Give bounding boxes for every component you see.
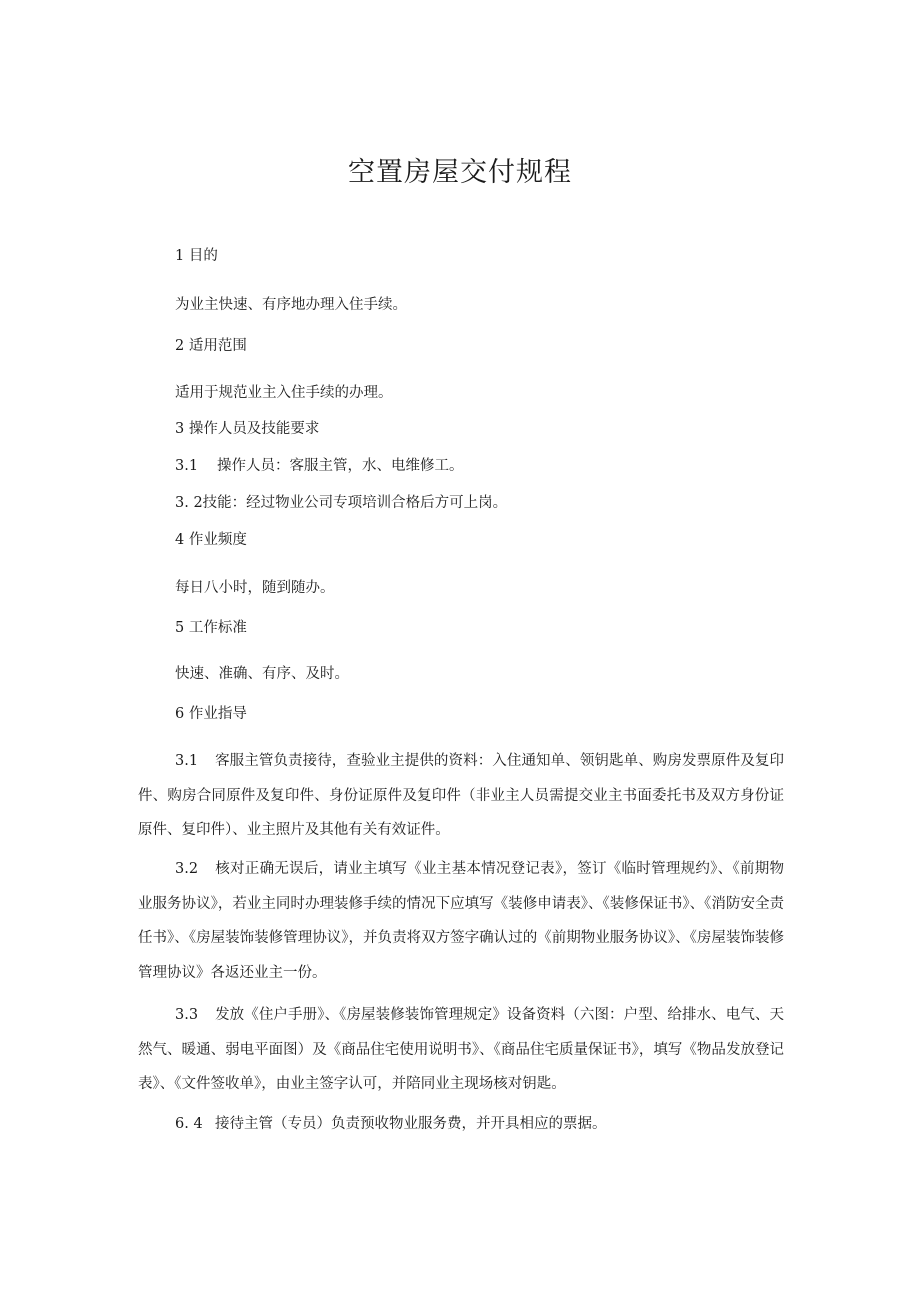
section-3-item-1-num: 3.1 <box>175 458 199 474</box>
document-title: 空置房屋交付规程 <box>348 157 572 188</box>
section-3-item-2-text: 技能：经过物业公司专项培训合格后方可上岗。 <box>202 495 508 511</box>
section-3-item-1-text: 操作人员：客服主管，水、电维修工。 <box>217 458 464 474</box>
section-6-item-3-text: 发放《住户手册》、《房屋装修装饰管理规定》设备资料（六图：户型、给排水、电气、天然气、暖通、弱电平面图）及《商品住宅使用说明书》、《商品住宅质量保证书》，填写《物品发放登记表》、《文件签收单》，由业主签字认可，并陪同业主现场核对钥匙。 <box>138 1007 784 1092</box>
section-6-item-1-num: 3.1 <box>175 753 199 769</box>
section-4-text: 每日八小时，随到随办。 <box>175 580 335 596</box>
section-6-item-2-num: 3.2 <box>175 861 199 877</box>
section-3-item-2-num: 3. 2 <box>175 495 203 511</box>
section-6-item-1-text: 客服主管负责接待，查验业主提供的资料：入住通知单、领钥匙单、购房发票原件及复印件、购房合同原件及复印件、身份证原件及复印件（非业主人员需提交业主书面委托书及双方身份证原件、复印件）、业主照片及其他有关有效证件。 <box>138 753 784 838</box>
section-6-item-4-text: 接待主管（专员）负责预收物业服务费，并开具相应的票据。 <box>215 1116 607 1132</box>
section-2-heading: 2 适用范围 <box>175 338 247 354</box>
section-6-item-3 <box>138 998 784 1102</box>
section-6-item-3-num: 3.3 <box>175 1007 199 1023</box>
section-6-item-2 <box>138 852 784 990</box>
section-1-text: 为业主快速、有序地办理入住手续。 <box>175 297 407 313</box>
section-4-heading: 4 作业频度 <box>175 532 247 548</box>
section-2-text: 适用于规范业主入住手续的办理。 <box>175 385 393 401</box>
section-6-heading: 6 作业指导 <box>175 706 247 722</box>
section-3-item-1 <box>175 456 464 476</box>
section-5-text: 快速、准确、有序、及时。 <box>175 666 349 682</box>
section-6-item-1 <box>138 744 784 848</box>
section-5-heading: 5 工作标准 <box>175 620 247 636</box>
section-3-item-2 <box>175 493 507 513</box>
section-6-item-4-num: 6. 4 <box>175 1116 203 1132</box>
section-1-heading: 1 目的 <box>175 248 218 264</box>
section-3-heading: 3 操作人员及技能要求 <box>175 421 320 437</box>
section-6-item-2-text: 核对正确无误后，请业主填写《业主基本情况登记表》，签订《临时管理规约》、《前期物业服务协议》，若业主同时办理装修手续的情况下应填写《装修申请表》、《装修保证书》、《消防安全责任书》、《房屋装饰装修管理协议》，并负责将双方签字确认过的《前期物业服务协议》、《房屋装饰装修管理协议》各返还业主一份。 <box>138 861 784 981</box>
section-6-item-4 <box>138 1107 784 1142</box>
